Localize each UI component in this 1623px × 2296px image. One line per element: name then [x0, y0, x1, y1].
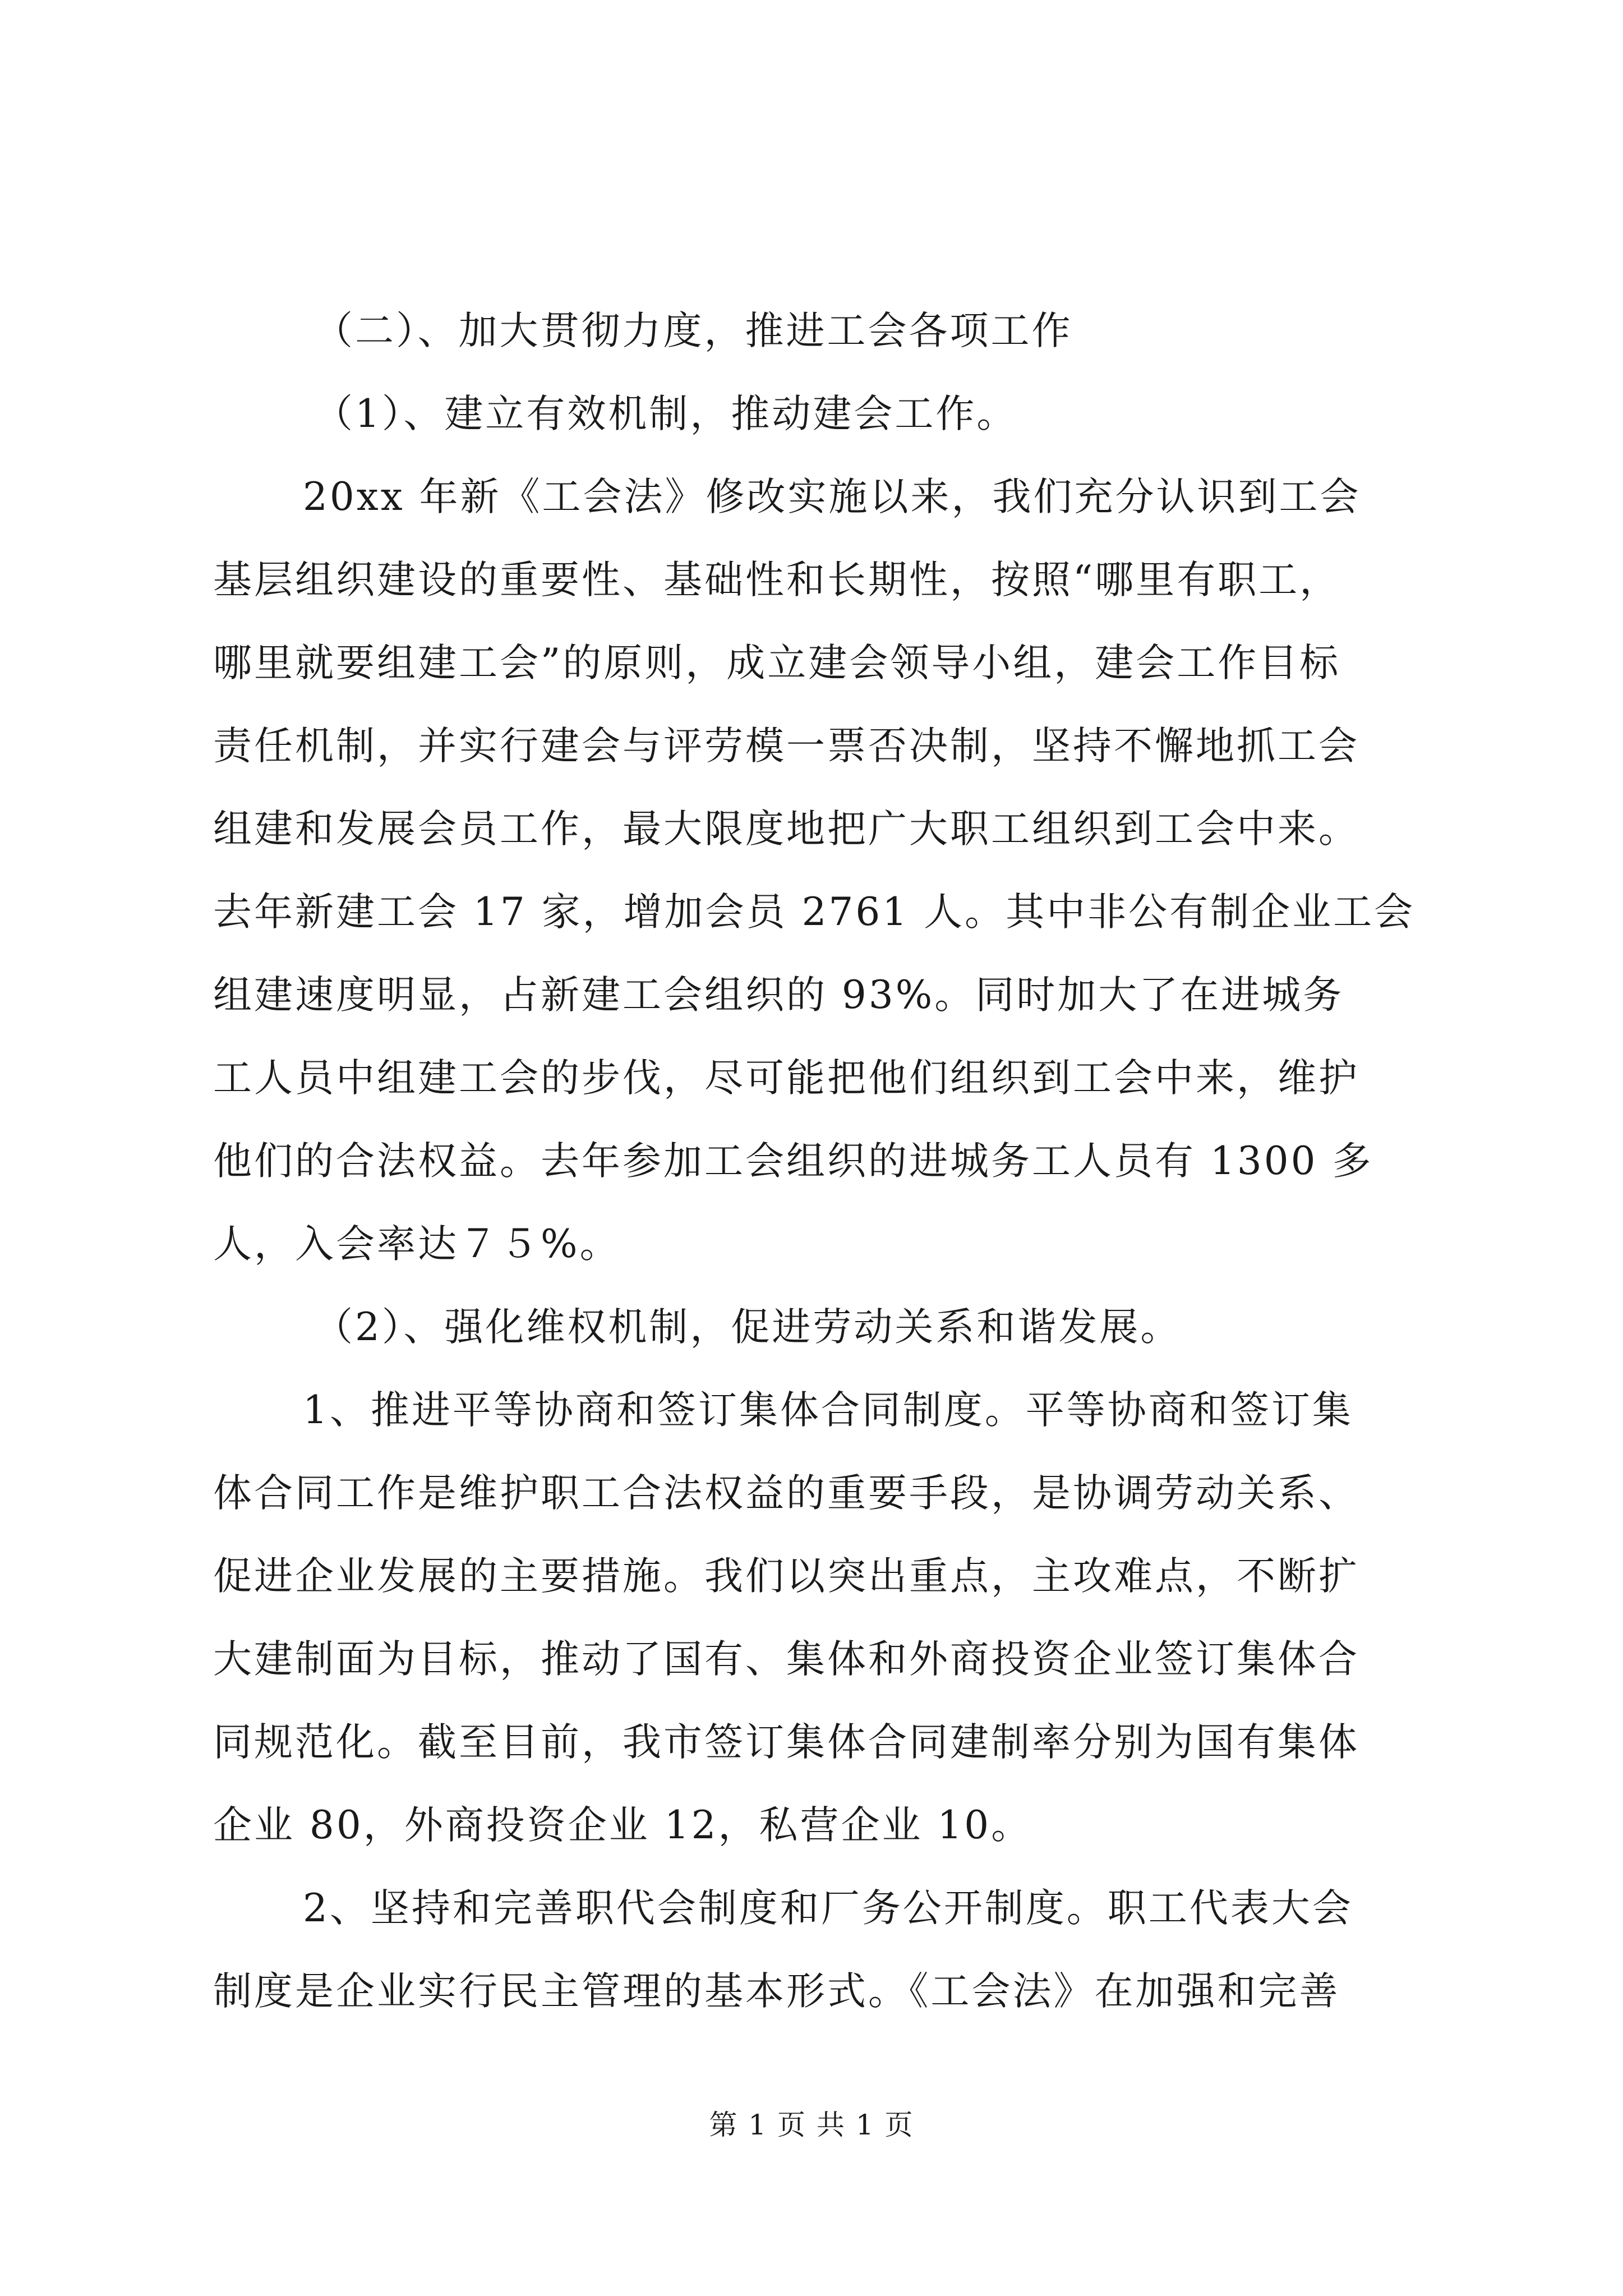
paragraph-line: 促进企业发展的主要措施。我们以突出重点，主攻难点，不断扩: [213, 1554, 1359, 1599]
page-number-label: 第 1 页 共 1 页: [709, 2109, 914, 2141]
subsection-heading: （2）、强化维权机制，促进劳动关系和谐发展。: [314, 1305, 1182, 1350]
paragraph-line: 体合同工作是维护职工合法权益的重要手段，是协调劳动关系、: [213, 1471, 1359, 1516]
paragraph-line: 人，入会率达７５%。: [213, 1222, 621, 1267]
paragraph-line: 组建速度明显，占新建工会组织的 93%。同时加大了在进城务: [213, 973, 1344, 1018]
paragraph-line: 制度是企业实行民主管理的基本形式。《工会法》在加强和完善: [213, 1969, 1340, 2014]
paragraph-line: 企业 80，外商投资企业 12，私营企业 10。: [213, 1803, 1032, 1848]
section-heading: （二）、加大贯彻力度，推进工会各项工作: [314, 309, 1073, 353]
subsection-heading: （1）、建立有效机制，推动建会工作。: [314, 392, 1018, 436]
paragraph-line: 工人员中组建工会的步伐，尽可能把他们组织到工会中来，维护: [213, 1056, 1359, 1101]
paragraph-line: 去年新建工会 17 家，增加会员 2761 人。其中非公有制企业工会: [213, 890, 1415, 935]
paragraph-line: 组建和发展会员工作，最大限度地把广大职工组织到工会中来。: [213, 807, 1359, 852]
paragraph-line: 大建制面为目标，推动了国有、集体和外商投资企业签订集体合: [213, 1637, 1359, 1682]
paragraph-line: 20xx 年新《工会法》修改实施以来，我们充分认识到工会: [303, 475, 1361, 519]
paragraph-line: 基层组织建设的重要性、基础性和长期性，按照“哪里有职工，: [213, 558, 1341, 602]
paragraph-line: 1、推进平等协商和签订集体合同制度。平等协商和签订集: [303, 1388, 1353, 1433]
paragraph-line: 他们的合法权益。去年参加工会组织的进城务工人员有 1300 多: [213, 1139, 1373, 1184]
page-footer: [0, 2102, 1623, 2143]
paragraph-line: 同规范化。截至目前，我市签订集体合同建制率分别为国有集体: [213, 1720, 1359, 1765]
paragraph-line: 责任机制，并实行建会与评劳模一票否决制，坚持不懈地抓工会: [213, 724, 1359, 769]
paragraph-line: 2、坚持和完善职代会制度和厂务公开制度。职工代表大会: [303, 1886, 1353, 1931]
paragraph-line: 哪里就要组建工会”的原则，成立建会领导小组，建会工作目标: [213, 641, 1341, 685]
